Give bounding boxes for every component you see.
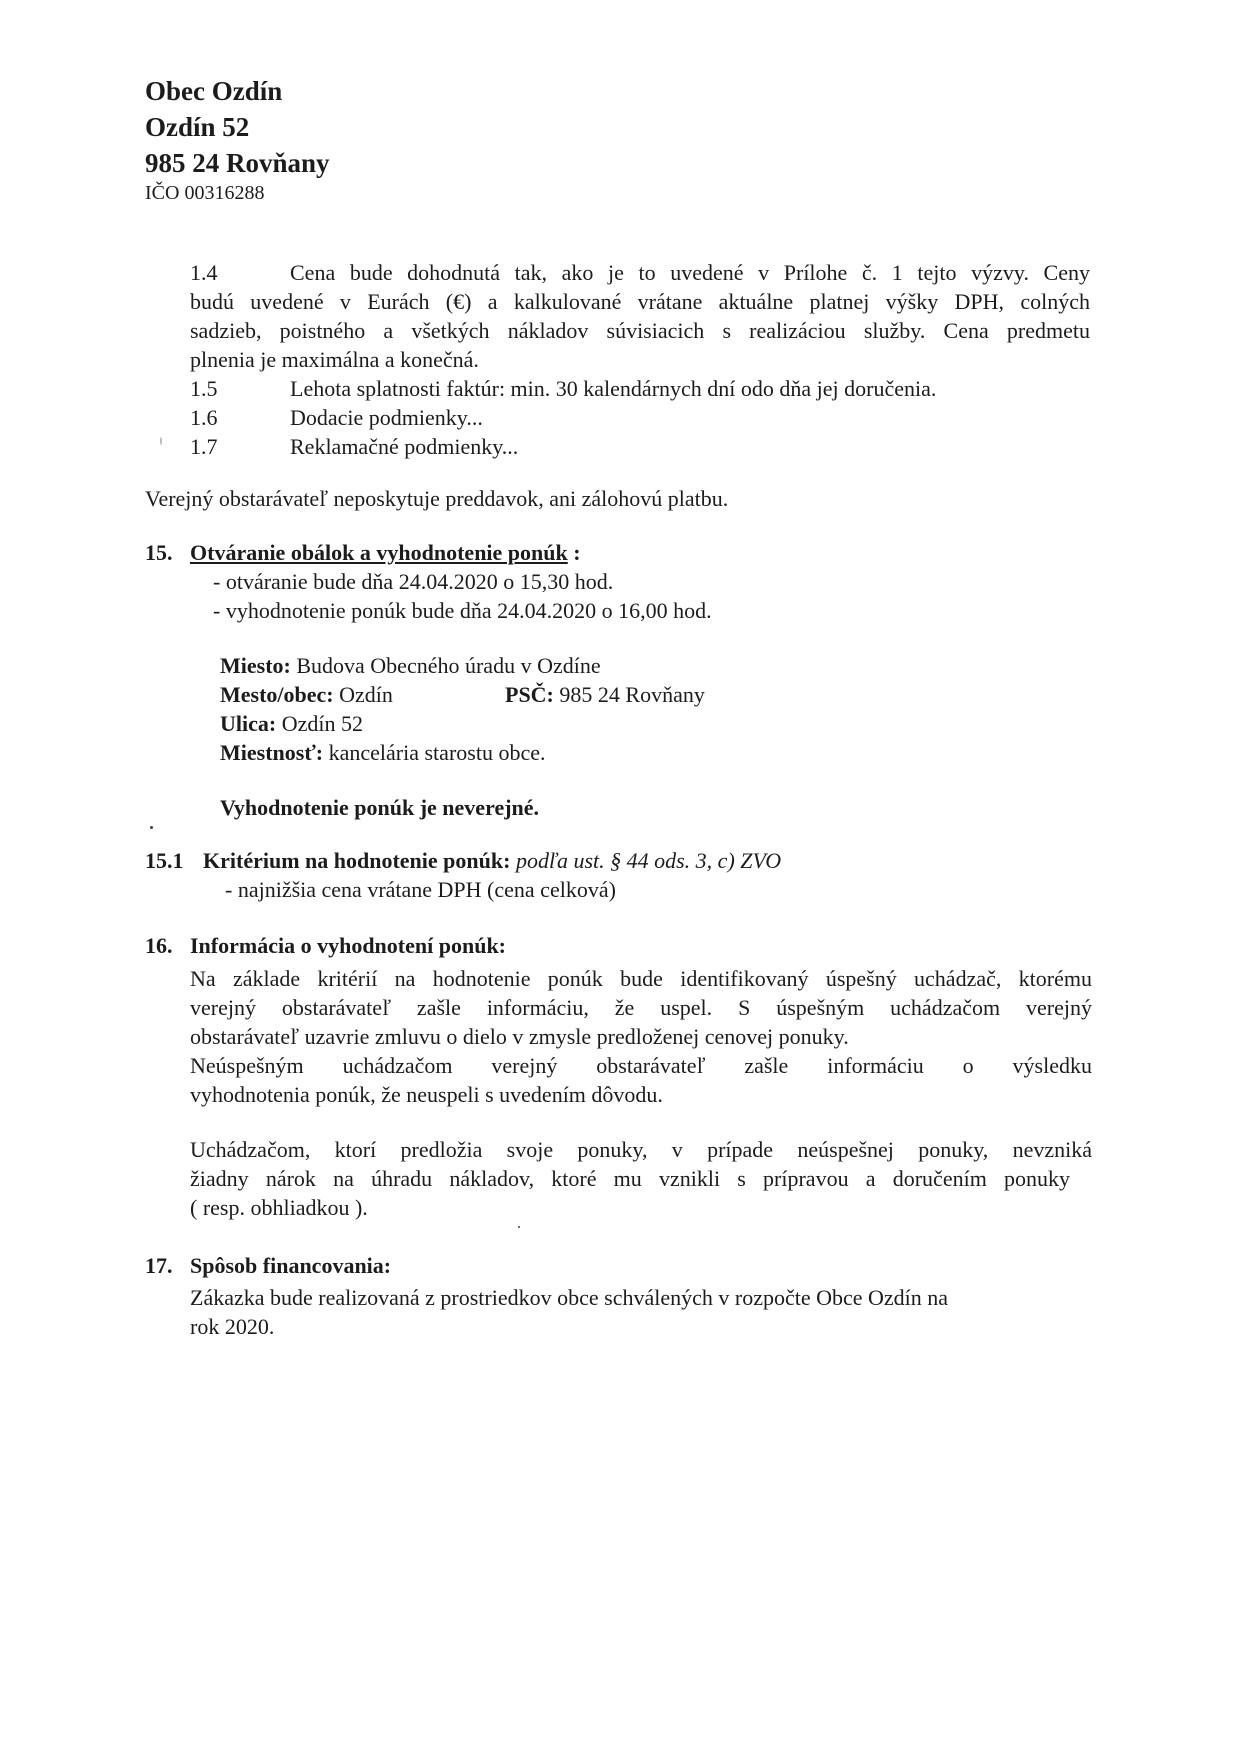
street-row: [220, 711, 363, 737]
municipality-name: Obec Ozdín: [145, 76, 283, 106]
street-label: Ulica:: [220, 711, 277, 736]
item-text-line: sadzieb, poistného a všetkých nákladov súvisiacich s realizáciou služby. Cena predmetu: [190, 318, 1090, 343]
place-row: [220, 653, 601, 679]
section-heading: [203, 848, 781, 874]
paragraph-line: Neúspešným uchádzačom verejný obstarávateľ zašle informáciu o výsledku: [190, 1053, 1092, 1078]
paragraph-line: Zákazka bude realizovaná z prostriedkov obce schválených v rozpočte Obce Ozdín na: [190, 1285, 949, 1310]
section-title: Informácia o vyhodnotení ponúk:: [190, 933, 507, 958]
municipality-street: Ozdín 52: [145, 112, 250, 142]
item-text-line: plnenia je maximálna a konečná.: [190, 347, 479, 372]
room-value: kancelária starostu obce.: [323, 740, 546, 765]
nonpublic-note: Vyhodnotenie ponúk je neverejné.: [220, 795, 540, 820]
scan-speck: [150, 826, 153, 829]
item-number: 1.6: [190, 405, 218, 430]
item-number: 1.7: [190, 434, 218, 459]
item-text: Reklamačné podmienky...: [290, 434, 519, 459]
psc-label: PSČ:: [505, 682, 554, 707]
section-title-suffix: :: [567, 540, 581, 565]
town-value: Ozdín: [333, 682, 393, 707]
criterion-line: - najnižšia cena vrátane DPH (cena celková): [225, 877, 616, 902]
street-value: Ozdín 52: [276, 711, 363, 736]
municipality-city: 985 24 Rovňany: [145, 148, 330, 178]
paragraph-line: verejný obstarávateľ zašle informáciu, že uspel. S úspešným uchádzačom verejný: [190, 995, 1092, 1020]
scan-speck: [518, 1226, 520, 1228]
paragraph-line: obstarávateľ uzavrie zmluvu o dielo v zmysle predloženej cenovej ponuky.: [190, 1024, 849, 1049]
section-title: Kritérium na hodnotenie ponúk:: [203, 848, 511, 873]
legal-reference: podľa ust. § 44 ods. 3, c) ZVO: [510, 848, 782, 873]
paragraph-line: žiadny nárok na úhradu nákladov, ktoré mu vznikli s prípravou a doručením ponuky: [190, 1166, 1070, 1191]
place-label: Miesto:: [220, 653, 291, 678]
section-title: Spôsob financovania:: [190, 1253, 392, 1278]
municipality-ico: IČO 00316288: [145, 182, 265, 204]
item-number: 1.4: [190, 260, 218, 285]
item-number: 1.5: [190, 376, 218, 401]
paragraph-line: ( resp. obhliadkou ).: [190, 1195, 368, 1220]
scan-speck: [160, 437, 162, 445]
item-text-line: Cena bude dohodnutá tak, ako je to uvedené v Prílohe č. 1 tejto výzvy. Ceny: [290, 260, 1090, 285]
item-text: Lehota splatnosti faktúr: min. 30 kalendárnych dní odo dňa jej doručenia.: [290, 376, 937, 401]
psc-value: 985 24 Rovňany: [553, 682, 705, 707]
psc-row: [505, 682, 705, 708]
room-label: Miestnosť:: [220, 740, 324, 765]
schedule-line: - vyhodnotenie ponúk bude dňa 24.04.2020 o 16,00 hod.: [213, 598, 712, 623]
item-text: Dodacie podmienky...: [290, 405, 483, 430]
section-number: 15.: [145, 540, 173, 565]
advance-note: Verejný obstarávateľ neposkytuje preddavok, ani zálohovú platbu.: [145, 486, 729, 511]
paragraph-line: Uchádzačom, ktorí predložia svoje ponuky, v prípade neúspešnej ponuky, nevzniká: [190, 1137, 1092, 1162]
section-heading: [190, 540, 581, 566]
item-text-line: budú uvedené v Eurách (€) a kalkulované vrátane aktuálne platnej výšky DPH, colných: [190, 289, 1090, 314]
section-number: 15.1: [145, 848, 184, 873]
section-number: 16.: [145, 933, 173, 958]
paragraph-line: rok 2020.: [190, 1314, 275, 1339]
town-label: Mesto/obec:: [220, 682, 334, 707]
room-row: [220, 740, 545, 766]
schedule-line: - otváranie bude dňa 24.04.2020 o 15,30 hod.: [213, 569, 614, 594]
section-title: Otváranie obálok a vyhodnotenie ponúk: [190, 540, 568, 565]
paragraph-line: vyhodnotenia ponúk, že neuspeli s uvedením dôvodu.: [190, 1082, 663, 1107]
section-number: 17.: [145, 1253, 173, 1278]
paragraph-line: Na základe kritérií na hodnotenie ponúk bude identifikovaný úspešný uchádzač, ktorému: [190, 966, 1092, 991]
place-value: Budova Obecného úradu v Ozdíne: [290, 653, 601, 678]
town-row: [220, 682, 393, 708]
